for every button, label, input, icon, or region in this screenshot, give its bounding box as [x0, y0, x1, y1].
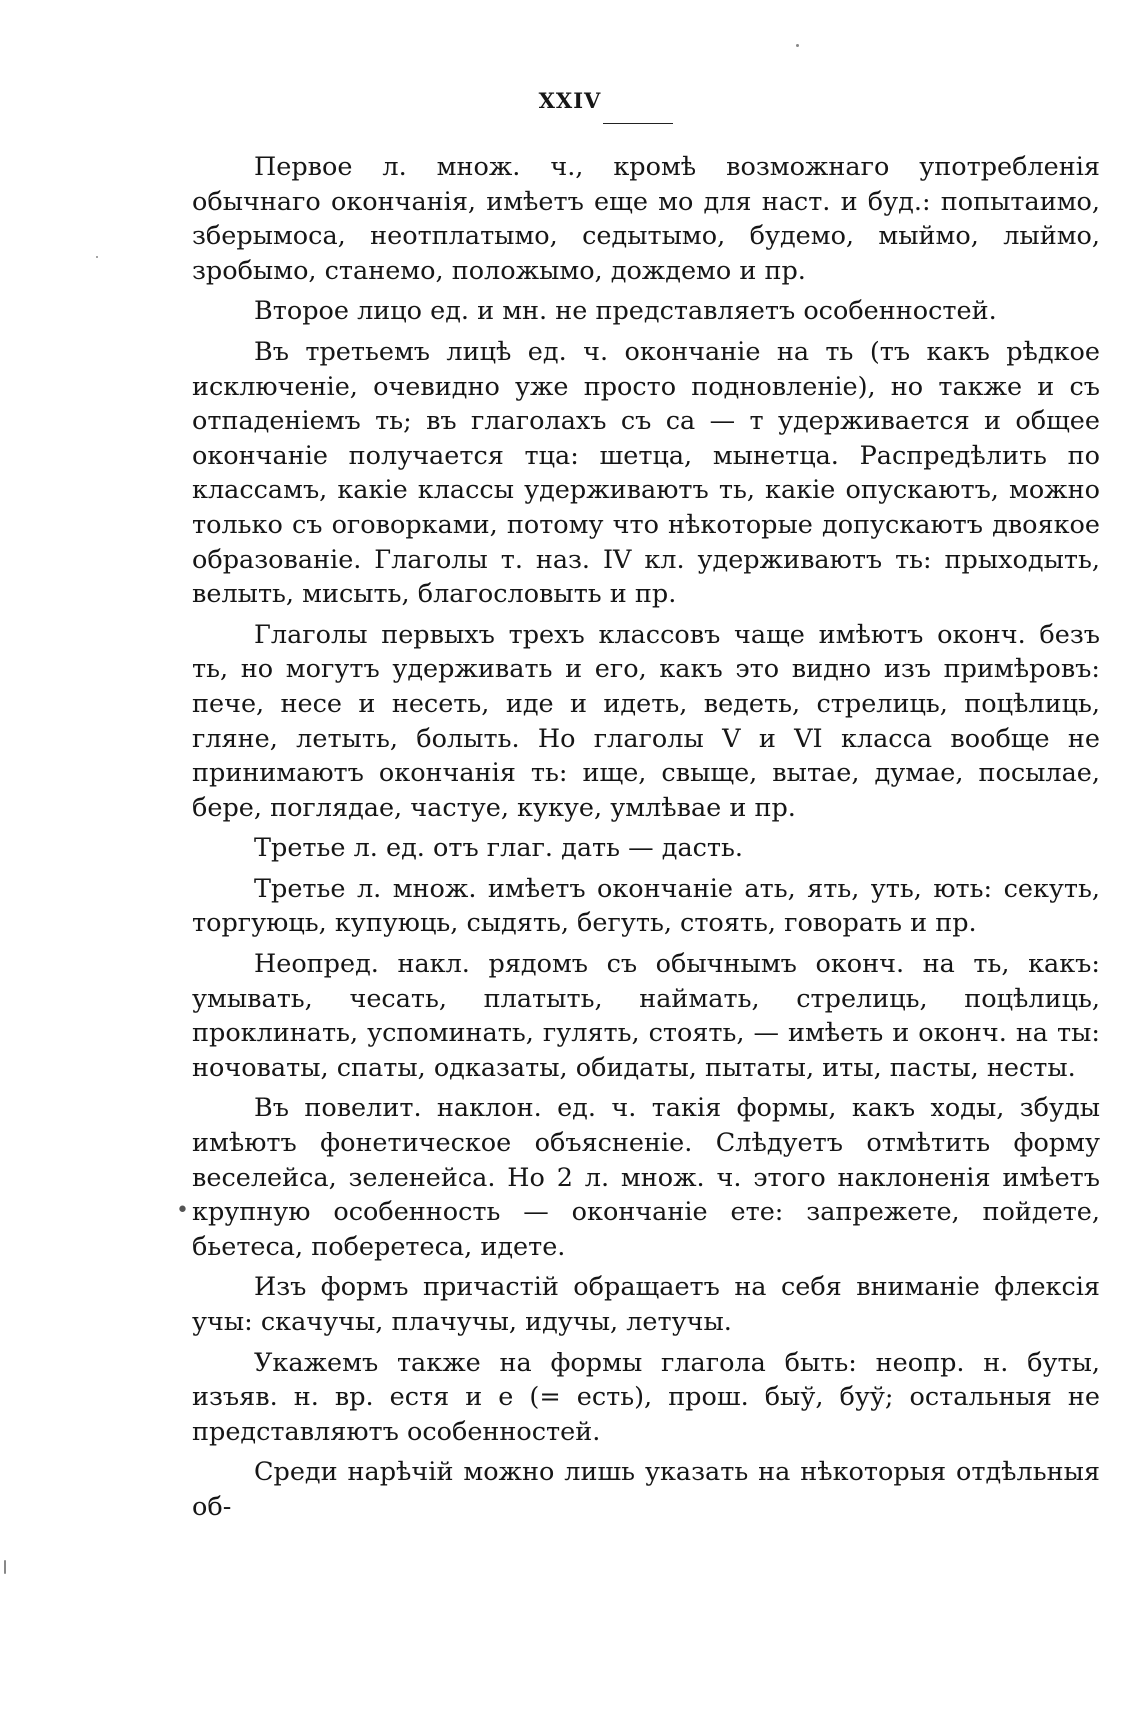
- paragraph: Второе лицо ед. и мн. не представляетъ особенностей.: [254, 296, 997, 327]
- paragraph: Глаголы первыхъ трехъ классовъ чаще имѣютъ оконч. безъ ть, но могутъ удерживать и его, какъ это видно изъ примѣровъ: пече, несе и несеть, иде и идеть, ведеть, стрелиць, поцѣлиць, гляне, летыть, болыть. Но глаголы V и VI класса вообще не принимаютъ окончанія ть: ище, свыще, вытае, думае, посылае, бере, поглядае, частуе, кукуе, умлѣвае и пр.: [192, 619, 1100, 823]
- paragraph: Въ третьемъ лицѣ ед. ч. окончаніе на ть (тъ какъ рѣдкое исключеніе, очевидно уже просто подновленіе), но также и съ отпаденіемъ ть; въ глаголахъ съ са — т удерживается и общее окончаніе получается тца: шетца, мынетца. Распредѣлить по классамъ, какіе классы удерживаютъ ть, какіе опускаютъ, можно только съ оговорками, потому что нѣкоторые допускаютъ двоякое образованіе. Глаголы т. наз. IV кл. удерживаютъ ть: прыходыть, велыть, мисыть, благословыть и пр.: [192, 336, 1100, 610]
- page-number: XXIV: [538, 88, 602, 113]
- body-text: [192, 150, 1100, 1531]
- paragraph: Неопред. накл. рядомъ съ обычнымъ оконч. на ть, какъ: умывать, чесать, платыть, наймать, стрелиць, поцѣлиць, проклинать, успоминать, гулять, стоять, — имѣеть и оконч. на ты: ночоваты, спаты, одказаты, обидаты, пытаты, иты, пасты, несты.: [192, 949, 1100, 1083]
- scan-speck: [96, 256, 98, 258]
- scan-speck: [796, 44, 799, 47]
- paragraph: Первое л. множ. ч., кромѣ возможнаго употребленія обычнаго окончанія, имѣетъ еще мо для наст. и буд.: попытаимо, зберымоса, неотплатымо, седытымо, будемо, мыймо, лыймо, зробымо, станемо, положымо, дождемо и пр.: [192, 152, 1100, 286]
- paragraph: Третье л. множ. имѣетъ окончаніе ать, ять, уть, ють: секуть, торгуюць, купуюць, сыдять, бегуть, стоять, говорать и пр.: [192, 873, 1100, 939]
- paragraph: Третье л. ед. отъ глаг. дать — дасть.: [254, 833, 744, 864]
- paragraph: Среди нарѣчій можно лишь указать на нѣкоторыя отдѣльныя об-: [192, 1457, 1100, 1522]
- paragraph: Изъ формъ причастій обращаетъ на себя вниманіе флексія учы: скачучы, плачучы, идучы, летучы.: [192, 1272, 1100, 1337]
- margin-bullet-mark: •: [176, 1198, 189, 1223]
- page-number-underline: [603, 123, 673, 124]
- paragraph: Укажемъ также на формы глагола быть: неопр. н. буты, изъяв. н. вр. естя и е (= есть), прош. быў, буў; остальныя не представляютъ особенностей.: [192, 1347, 1100, 1447]
- scan-edge-mark: [4, 1560, 6, 1574]
- paragraph: Въ повелит. наклон. ед. ч. такія формы, какъ ходы, збуды имѣютъ фонетическое объясненіе. Слѣдуетъ отмѣтить форму веселейса, зеленейса. Но 2 л. множ. ч. этого наклоненія имѣетъ крупную особенность — окончаніе ете: запрежете, пойдете, бьетеса, поберетеса, идете.: [192, 1093, 1100, 1262]
